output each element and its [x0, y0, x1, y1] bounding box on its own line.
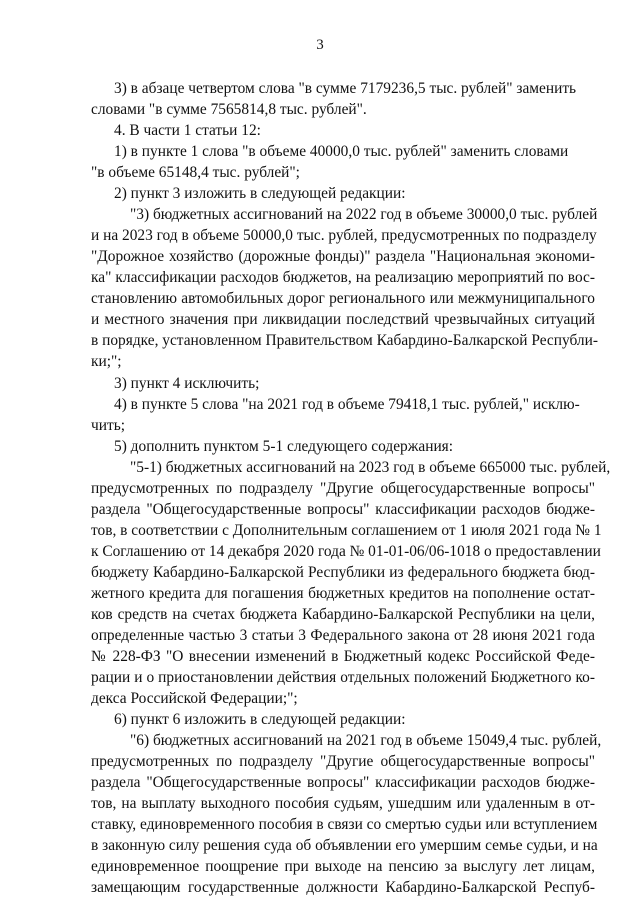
text-line: раздела "Общегосударственные вопросы" классификации расходов бюджe-: [91, 774, 595, 791]
text-line: предусмотренных по подразделу "Другие общегосударственные вопросы": [91, 480, 595, 497]
text-line: единовременное поощрение при выходе на пенсию за выслугу лет лицам,: [91, 858, 595, 875]
text-line: в порядке, установленном Правительством Кабардино-Балкарской Республи-: [91, 332, 598, 349]
text-line: становлению автомобильных дорог регионального или межмуниципального: [91, 290, 595, 307]
text-line: 5) дополнить пунктом 5-1 следующего содержания:: [114, 438, 454, 455]
page-number: 3: [316, 37, 324, 53]
text-line: словами "в сумме 7565814,8 тыс. рублей".: [91, 101, 367, 118]
text-line: ки;";: [91, 353, 122, 370]
text-line: раздела "Общегосударственные вопросы" классификации расходов бюдже-: [91, 501, 595, 518]
text-line: 3) в абзаце четвертом слова "в сумме 7179236,5 тыс. рублей" заменить: [114, 80, 577, 97]
text-line: 6) пункт 6 изложить в следующей редакции:: [114, 711, 406, 728]
text-line: № 228-ФЗ "О внесении изменений в Бюджетный кодекс Российской Феде-: [91, 648, 595, 665]
text-line: "6) бюджетных ассигнований на 2021 год в объеме 15049,4 тыс. рублей,: [130, 732, 602, 749]
text-line: 4) в пункте 5 слова "на 2021 год в объеме 79418,1 тыс. рублей," исклю-: [114, 396, 580, 413]
text-line: "Дорожное хозяйство (дорожные фонды)" раздела "Национальная экономи-: [91, 248, 595, 265]
text-line: в законную силу решения суда об объявлении его умершим семье судьи, и на: [91, 837, 598, 854]
text-line: 2) пункт 3 изложить в следующей редакции:: [114, 185, 406, 202]
text-line: и на 2023 год в объеме 50000,0 тыс. рублей, предусмотренных по подразделу: [91, 227, 597, 244]
text-line: "5-1) бюджетных ассигнований на 2023 год в объеме 665000 тыс. рублей,: [130, 459, 611, 476]
text-line: жетного кредита для погашения бюджетных кредитов на пополнение остат-: [91, 585, 595, 602]
text-line: к Соглашению от 14 декабря 2020 года № 01-01-06/06-1018 о предоставлении: [91, 543, 601, 560]
text-line: определенные частью 3 статьи 3 Федерального закона от 28 июня 2021 года: [91, 627, 595, 644]
text-line: "3) бюджетных ассигнований на 2022 год в объеме 30000,0 тыс. рублей: [130, 206, 598, 223]
text-line: ков средств на счетах бюджета Кабардино-Балкарской Республики на цели,: [91, 606, 595, 623]
text-line: рации и о приостановлении действия отдельных положений Бюджетного ко-: [91, 669, 595, 686]
text-line: предусмотренных по подразделу "Другие общегосударственные вопросы": [91, 753, 595, 770]
text-line: чить;: [91, 417, 125, 434]
text-line: "в объеме 65148,4 тыс. рублей";: [91, 164, 300, 181]
text-line: тов, на выплату выходного пособия судьям, ушедшим или удаленным в от-: [91, 795, 595, 812]
text-line: замещающим государственные должности Кабардино-Балкарской Респуб-: [91, 879, 595, 896]
text-line: 1) в пункте 1 слова "в объеме 40000,0 тыс. рублей" заменить словами: [114, 143, 569, 160]
text-line: 4. В части 1 статьи 12:: [114, 122, 261, 139]
text-line: 3) пункт 4 исключить;: [114, 375, 260, 392]
text-line: декса Российской Федерации;";: [91, 690, 298, 707]
text-line: ка" классификации расходов бюджетов, на реализацию мероприятий по вос-: [91, 269, 595, 286]
text-line: ставку, единовременного пособия в связи со смертью судьи или вступлением: [91, 816, 598, 833]
text-line: и местного значения при ликвидации последствий чрезвычайных ситуаций: [91, 311, 595, 328]
text-line: бюджету Кабардино-Балкарской Республики из федерального бюджета бюд-: [91, 564, 595, 581]
text-line: тов, в соответствии с Дополнительным соглашением от 1 июля 2021 года № 1: [91, 522, 602, 539]
